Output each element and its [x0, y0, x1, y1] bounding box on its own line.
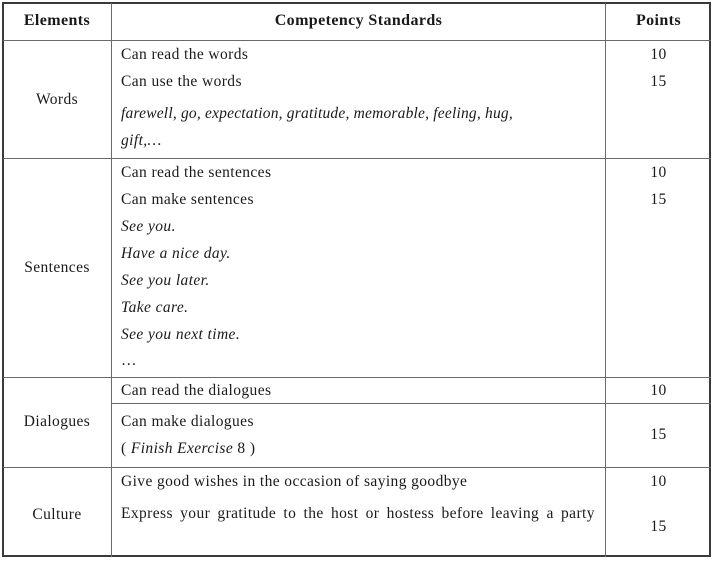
- note-exercise: Finish Exercise: [130, 440, 234, 457]
- header-elements: Elements: [23, 12, 91, 29]
- standard-use-words: Can use the words: [121, 73, 242, 90]
- header-points: Points: [635, 12, 682, 29]
- standard-express-gratitude: Express your gratitude to the host or hostess before leaving a party: [121, 505, 595, 522]
- points-sentences-read: 10: [650, 164, 667, 181]
- points-culture-gratitude: 15: [650, 518, 667, 535]
- standard-read-words: Can read the words: [121, 46, 249, 63]
- words-examples-line-1: farewell, go, expectation, gratitude, memorable, feeling, hug,: [121, 105, 513, 122]
- standard-good-wishes: Give good wishes in the occasion of saying goodbye: [121, 473, 468, 490]
- header-divider: [3, 40, 711, 41]
- sentence-example: Have a nice day.: [121, 245, 231, 262]
- note-open: (: [121, 440, 131, 457]
- points-culture-wishes: 10: [650, 473, 667, 490]
- standard-read-dialogues: Can read the dialogues: [121, 382, 272, 399]
- element-culture: Culture: [32, 506, 82, 523]
- points-dialogues-read: 10: [650, 382, 667, 399]
- sentence-example-ellipsis: …: [121, 352, 137, 369]
- header-competency-standards: Competency Standards: [274, 12, 443, 29]
- sentence-example: See you.: [121, 218, 176, 235]
- standard-make-dialogues: Can make dialogues: [121, 413, 254, 430]
- row-divider-sentences: [3, 377, 711, 378]
- sentence-example: Take care.: [121, 299, 189, 316]
- row-divider-words: [3, 158, 711, 159]
- note-close: 8 ): [233, 440, 256, 457]
- words-examples-line-2: gift,…: [121, 132, 162, 149]
- points-words-read: 10: [650, 46, 667, 63]
- element-dialogues: Dialogues: [23, 413, 91, 430]
- column-divider-1: [111, 3, 112, 557]
- row-divider-dialogues: [3, 467, 711, 468]
- element-words: Words: [35, 91, 79, 108]
- row-divider-dialogues-inner: [111, 403, 711, 404]
- points-dialogues-make: 15: [650, 426, 667, 443]
- dialogues-note: [121, 440, 255, 458]
- sentence-example: See you later.: [121, 272, 210, 289]
- standard-make-sentences: Can make sentences: [121, 191, 254, 208]
- element-sentences: Sentences: [24, 259, 90, 276]
- standard-read-sentences: Can read the sentences: [121, 164, 272, 181]
- points-sentences-make: 15: [650, 191, 667, 208]
- points-words-use: 15: [650, 73, 667, 90]
- sentence-example: See you next time.: [121, 326, 241, 343]
